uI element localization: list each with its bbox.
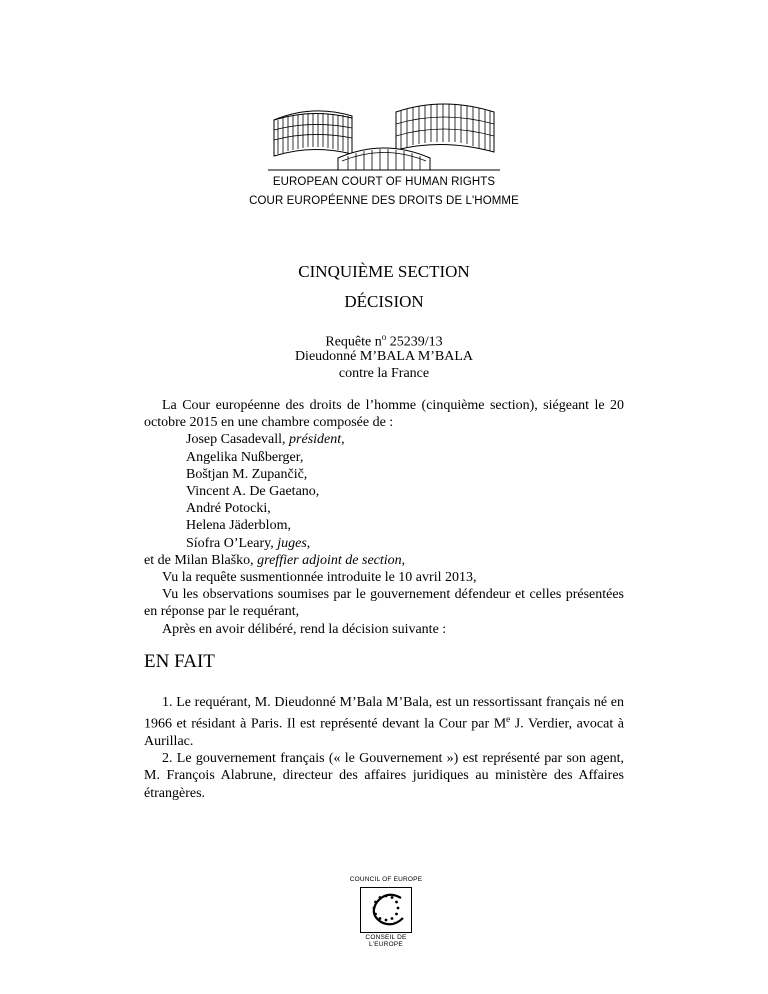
respondent-state: contre la France [338, 366, 430, 381]
facts-paragraph-1: 1. Le requérant, M. Dieudonné M’Bala M’Bala, est un ressortissant français né en 1966 et résidant à Paris. Il est représenté devant la Cour par Me J. Verdier, avocat à Aurillac. [144, 695, 624, 750]
judge-line: Helena Jäderblom, [186, 518, 291, 534]
section-title: CINQUIÈME SECTION [298, 262, 470, 281]
application-number: Requête $n^o$ 25239/13 [325, 332, 443, 350]
council-of-europe-logo-icon [348, 876, 424, 948]
vu-observations: Vu les observations soumises par le gouvernement défendeur et celles présentées en réponse par le requérant, [144, 587, 624, 620]
judge-line: Vincent A. De Gaetano, [186, 484, 320, 500]
decision-title: DÉCISION [344, 292, 424, 311]
coe-stars-icon [361, 888, 411, 932]
intro-block [144, 397, 624, 638]
intro-opening: La Cour européenne des droits de l’homme (cinquième section), siégeant le 20 octobre 2015 en une chambre composée de : [144, 398, 624, 431]
facts-block [144, 694, 624, 802]
applicant-name: Dieudonné M’BALA M’BALA [294, 349, 474, 364]
court-name-fr: COUR EUROPÉENNE DES DROITS DE L'HOMME [249, 195, 519, 207]
facts-paragraph-2: 2. Le gouvernement français (« le Gouvernement ») est représenté par son agent, M. François Alabrune, directeur des affaires juridiques au ministère des Affaires étrangères. [144, 751, 624, 801]
court-name-en: EUROPEAN COURT OF HUMAN RIGHTS [272, 176, 496, 188]
judge-line: Josep Casadevall, président, [186, 432, 345, 448]
judge-line: Angelika Nußberger, [186, 449, 304, 465]
court-building-icon [268, 98, 500, 172]
vu-requete: Vu la requête susmentionnée introduite le 10 avril 2013, [162, 570, 477, 586]
registrar-line: et de Milan Blaško, greffier adjoint de section, [144, 552, 406, 568]
apres-delibere: Après en avoir délibéré, rend la décision suivante : [162, 621, 447, 637]
judge-line: Síofra O’Leary, juges, [186, 535, 311, 551]
coe-emblem-box [360, 887, 412, 933]
facts-heading: EN FAIT [144, 651, 215, 672]
judge-line: André Potocki, [186, 501, 271, 517]
coe-label-en: COUNCIL OF EUROPE [349, 876, 423, 883]
coe-label-fr: CONSEIL DE L'EUROPE [365, 934, 407, 948]
judge-line: Boštjan M. Zupančič, [186, 466, 308, 482]
